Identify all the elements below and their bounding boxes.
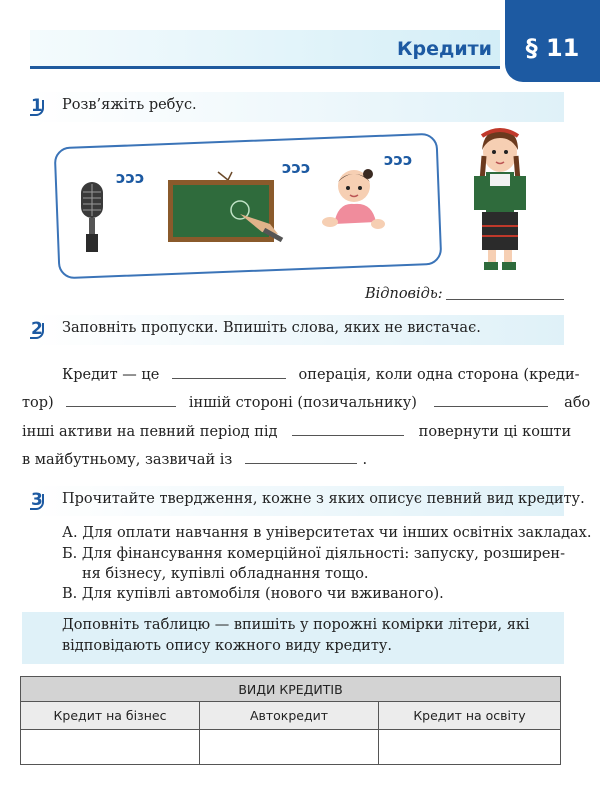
task3-prompt: Прочитайте твердження, кожне з яких описує певний вид кредиту. <box>62 491 585 507</box>
section-number-tab: § 11 <box>505 0 600 82</box>
task1-number: 1 <box>31 96 43 116</box>
page-title: Кредити <box>397 38 492 60</box>
microphone-icon <box>76 180 108 256</box>
fill-line-1-end: операція, коли одна сторона (креди- <box>298 367 580 383</box>
table-group-header: ВИДИ КРЕДИТІВ <box>21 677 561 702</box>
column-auto-credit: Автокредит <box>200 702 379 730</box>
rebus-ticks-1: ɔɔɔ <box>116 168 145 187</box>
statement-b-continued: ня бізнесу, купівлі обладнання тощо. <box>82 566 369 582</box>
fill-line-4-start: в майбутньому, зазвичай із <box>22 452 233 468</box>
statement-b: Б. Для фінансування комерційної діяльності: запуску, розширен- <box>62 546 565 562</box>
baby-icon <box>320 166 388 230</box>
task2-prompt: Заповніть пропуски. Впишіть слова, яких не вистачає. <box>62 320 481 336</box>
blank-4[interactable] <box>292 435 404 436</box>
fill-line-3-start: інші активи на певний період під <box>22 424 278 440</box>
fill-line-2-middle: іншій стороні (позичальнику) <box>188 395 417 411</box>
fill-line-4-end: . <box>362 452 368 468</box>
chalkboard-icon <box>166 170 284 246</box>
girl-illustration <box>470 126 534 272</box>
fill-line-2 <box>22 395 590 411</box>
fill-line-3-end: повернути ці кошти <box>418 424 572 440</box>
instruction-line-1: Доповніть таблицю — впишіть у порожні комірки літери, які <box>62 617 530 633</box>
rebus-ticks-2: ɔɔɔ <box>282 158 311 177</box>
answer-cell-business[interactable] <box>21 730 200 765</box>
blank-1[interactable] <box>172 378 286 379</box>
statement-a: А. Для оплати навчання в університетах чи інших освітніх закладах. <box>62 525 592 541</box>
credit-types-table <box>20 676 561 765</box>
column-education-credit: Кредит на освіту <box>379 702 561 730</box>
instruction-line-2: відповідають опису кожного виду кредиту. <box>62 638 393 654</box>
task3-number: 3 <box>31 490 43 510</box>
fill-line-2-start: тор) <box>22 395 54 411</box>
fill-line-3 <box>22 424 571 440</box>
fill-line-4 <box>22 452 367 468</box>
answer-cell-education[interactable] <box>379 730 561 765</box>
answer-cell-auto[interactable] <box>200 730 379 765</box>
task2-number: 2 <box>31 319 43 339</box>
fill-line-1 <box>62 367 580 383</box>
answer-blank[interactable] <box>446 299 564 300</box>
answer-label: Відповідь: <box>365 286 443 302</box>
column-business-credit: Кредит на бізнес <box>21 702 200 730</box>
task1-prompt: Розв’яжіть ребус. <box>62 97 197 113</box>
rebus-ticks-3: ɔɔɔ <box>384 150 413 169</box>
blank-5[interactable] <box>245 463 357 464</box>
statement-c: В. Для купівлі автомобіля (нового чи вживаного). <box>62 586 444 602</box>
blank-2[interactable] <box>66 406 176 407</box>
blank-3[interactable] <box>434 406 548 407</box>
fill-line-2-end: або <box>564 395 591 411</box>
fill-line-1-start: Кредит — це <box>62 367 160 383</box>
